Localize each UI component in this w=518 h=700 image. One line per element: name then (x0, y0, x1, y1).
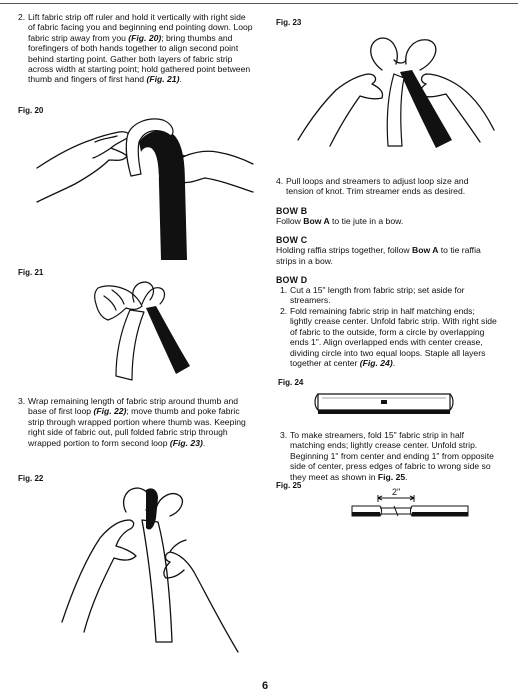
step-number: 3. (280, 430, 288, 440)
bow-reference: Bow A (411, 245, 439, 256)
bow-d-step-3 (280, 430, 498, 482)
bow-d-step-1 (280, 285, 498, 306)
step-number: 4. (276, 176, 284, 186)
step-text: Lift fabric strip off ruler and hold it vertically with right side of fabric facing you and beginning end pointing down. Loop fabric strip away from you (Fig. 20); bring thumbs and forefingers of both hands together to align second point behind starting point. Gather both layers of fabric strip across width at starting point; hold gathered point between thumb and fingers of first hand (Fig. 21). (28, 12, 253, 85)
left-column-lower (18, 396, 253, 448)
page-number: 6 (262, 680, 269, 692)
bow-reference: Bow A (303, 215, 330, 226)
bow-c-heading: BOW C (276, 235, 308, 246)
step-text: Pull loops and streamers to adjust loop size and tension of knot. Trim streamer ends as desired. (286, 176, 469, 197)
bow-d-step-2 (280, 306, 498, 368)
bow-b-text: Follow Bow A to tie jute in a bow. (276, 215, 404, 226)
step-number: 1. (280, 285, 288, 296)
step-number: 2. (280, 305, 288, 316)
figure-22-label: Fig. 22 (18, 474, 44, 483)
step-text: To make streamers, fold 15" fabric strip in half matching ends; lightly crease center. Unfold strip. Beginning 1" from center and ending 1" from opposite side of center, press edges of fabric to wrong side so they meet as shown in Fig. 25. (290, 430, 494, 482)
figure-25-illustration (350, 494, 470, 524)
step-number: 3. (18, 396, 26, 406)
figure-21-illustration (90, 276, 200, 386)
figure-20-label: Fig. 20 (18, 106, 44, 115)
figure-reference: (Fig. 23) (169, 437, 203, 448)
bow-b-heading: BOW B (276, 205, 308, 216)
step-text: Fold remaining fabric strip in half matching ends; lightly crease center. Unfold fabric strip. With right side of fabric to the outside, form a circle by overlapping ends 1". Align overlapped ends with center crease, dividing circle into two equal loops. Staple all layers together at center (Fig. 24). (290, 305, 497, 368)
step-4 (276, 176, 498, 197)
figure-25-dimension-label: 2" (392, 487, 401, 497)
step-text: Cut a 15" length from fabric strip; set aside for streamers. (290, 285, 465, 306)
figure-23-label: Fig. 23 (276, 18, 302, 27)
figure-25-label: Fig. 25 (276, 481, 302, 490)
step-3 (18, 396, 253, 448)
figure-24-illustration (314, 388, 454, 418)
figure-reference: (Fig. 21) (146, 74, 180, 85)
figure-reference: (Fig. 22) (93, 406, 127, 417)
figure-23-illustration (296, 30, 496, 170)
top-rule (0, 3, 518, 4)
left-column (18, 12, 253, 85)
step-2 (18, 12, 253, 85)
figure-reference: (Fig. 20) (128, 32, 162, 43)
right-column-lower (280, 430, 498, 482)
figure-24-label: Fig. 24 (278, 378, 304, 387)
figure-22-illustration (60, 482, 240, 662)
figure-reference: Fig. 25 (377, 471, 406, 482)
bow-d-heading: BOW D (276, 275, 308, 286)
step-text: Wrap remaining length of fabric strip around thumb and base of first loop (Fig. 22); move thumb and poke fabric strip through wrapped portion where thumb was. Keeping right side of fabric out, pull folded fabric strip through wrapped portion to form second loop (Fig. 23). (28, 396, 246, 448)
step-number: 2. (18, 12, 26, 22)
right-column (276, 176, 498, 368)
bow-c-text: Holding raffia strips together, follow Bow A to tie raffia strips in a bow. (276, 245, 481, 266)
figure-reference: (Fig. 24) (359, 357, 393, 368)
figure-21-label: Fig. 21 (18, 268, 44, 277)
figure-20-illustration (35, 112, 255, 262)
